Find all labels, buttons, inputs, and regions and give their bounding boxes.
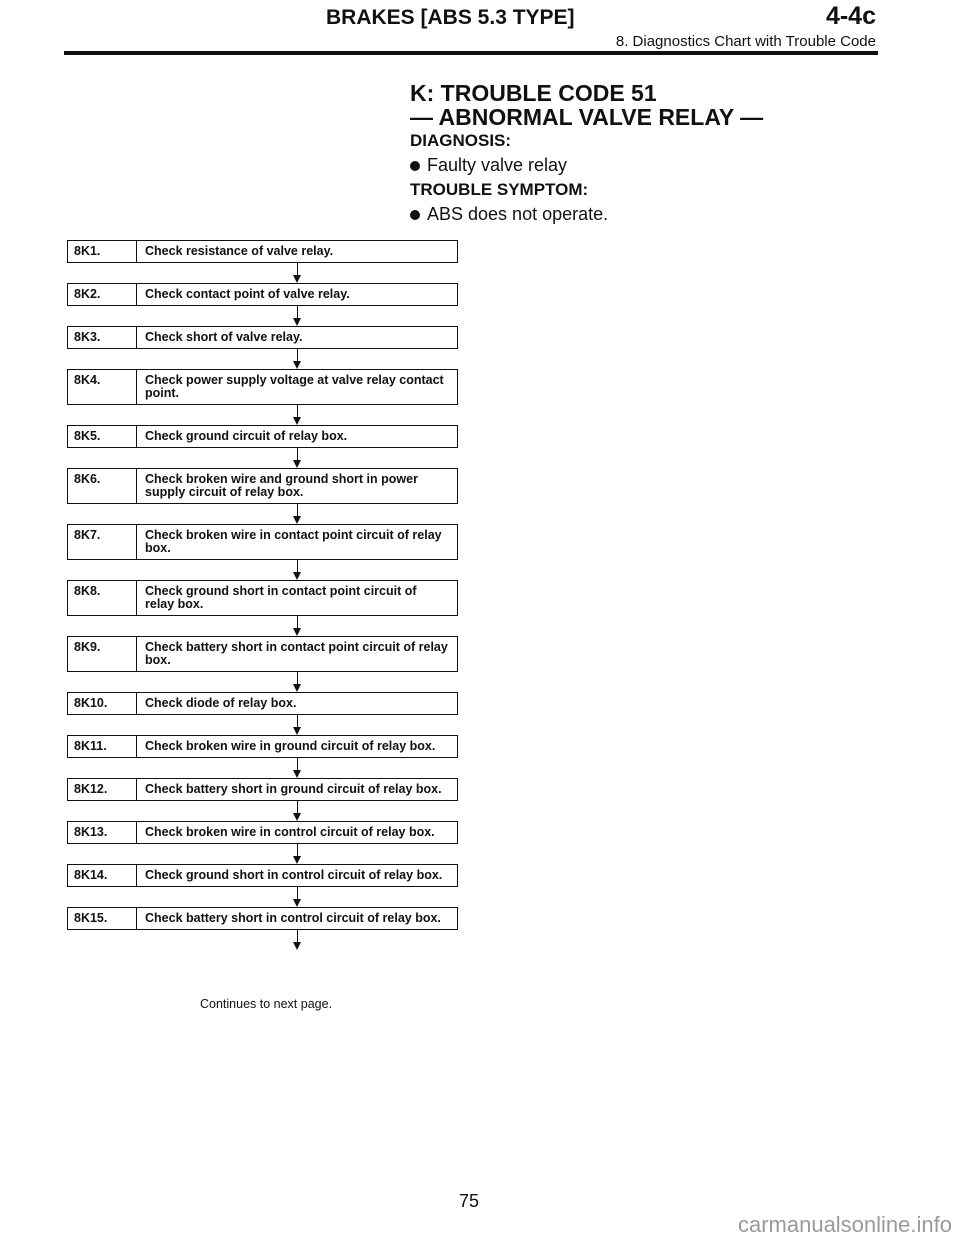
- flow-step-number: 8K14.: [68, 865, 137, 886]
- flow-step-text: Check broken wire and ground short in power supply circuit of relay box.: [145, 472, 418, 499]
- flow-step-number: 8K3.: [68, 327, 137, 348]
- header-rule: [64, 51, 878, 55]
- down-arrow-icon: [67, 616, 458, 636]
- flow-step: [67, 692, 458, 715]
- flow-step-text: Check battery short in ground circuit of relay box.: [145, 782, 442, 796]
- header-section-code: 4-4c: [825, 2, 876, 30]
- flow-step-text: Check ground circuit of relay box.: [145, 429, 348, 443]
- down-arrow-icon: [67, 844, 458, 864]
- diagnosis-label: DIAGNOSIS:: [410, 131, 512, 150]
- symptom-item: [410, 204, 608, 225]
- down-arrow-icon: [67, 263, 458, 283]
- bullet-icon: [410, 161, 420, 171]
- flow-step-number: 8K7.: [68, 525, 137, 559]
- flow-step-number: 8K4.: [68, 370, 137, 404]
- down-arrow-icon: [67, 504, 458, 524]
- down-arrow-icon: [67, 448, 458, 468]
- down-arrow-icon: [67, 758, 458, 778]
- flow-step-text: Check ground short in control circuit of relay box.: [145, 868, 443, 882]
- flow-step: [67, 369, 458, 405]
- symptom-item-text: ABS does not operate.: [427, 204, 609, 224]
- down-arrow-icon: [67, 672, 458, 692]
- flow-step: [67, 283, 458, 306]
- flow-step-number: 8K11.: [68, 736, 137, 757]
- flow-step-text: Check broken wire in contact point circuit of relay box.: [145, 528, 442, 555]
- flowchart: [67, 240, 458, 950]
- flow-step-text: Check broken wire in ground circuit of relay box.: [145, 739, 436, 753]
- flow-step-text: Check diode of relay box.: [145, 696, 297, 710]
- down-arrow-icon: [67, 801, 458, 821]
- flow-step-number: 8K15.: [68, 908, 137, 929]
- flow-step: [67, 778, 458, 801]
- flow-step-text: Check ground short in contact point circuit of relay box.: [145, 584, 417, 611]
- section-title: [410, 81, 763, 129]
- down-arrow-icon: [67, 887, 458, 907]
- diagnosis-item: [410, 155, 567, 176]
- flow-step: [67, 468, 458, 504]
- flow-step-number: 8K6.: [68, 469, 137, 503]
- down-arrow-icon: [67, 930, 458, 950]
- flow-step-text: Check short of valve relay.: [145, 330, 303, 344]
- flow-step: [67, 240, 458, 263]
- section-title-line1: K: TROUBLE CODE 51: [410, 80, 657, 106]
- flow-step-number: 8K9.: [68, 637, 137, 671]
- down-arrow-icon: [67, 306, 458, 326]
- flow-step-number: 8K12.: [68, 779, 137, 800]
- flow-step: [67, 425, 458, 448]
- bullet-icon: [410, 210, 420, 220]
- down-arrow-icon: [67, 715, 458, 735]
- flow-step: [67, 864, 458, 887]
- continues-note: Continues to next page.: [200, 997, 333, 1011]
- header-subtitle: 8. Diagnostics Chart with Trouble Code: [615, 33, 876, 50]
- down-arrow-icon: [67, 405, 458, 425]
- flow-step-number: 8K1.: [68, 241, 137, 262]
- flow-step-text: Check resistance of valve relay.: [145, 244, 334, 258]
- flow-step: [67, 326, 458, 349]
- flow-step: [67, 821, 458, 844]
- flow-step: [67, 524, 458, 560]
- flow-step: [67, 735, 458, 758]
- flow-step-number: 8K13.: [68, 822, 137, 843]
- flow-step-number: 8K10.: [68, 693, 137, 714]
- flow-step: [67, 580, 458, 616]
- down-arrow-icon: [67, 349, 458, 369]
- diagnosis-item-text: Faulty valve relay: [427, 155, 568, 175]
- down-arrow-icon: [67, 560, 458, 580]
- section-title-line2: — ABNORMAL VALVE RELAY —: [410, 104, 764, 130]
- flow-step-text: Check contact point of valve relay.: [145, 287, 350, 301]
- flow-step-number: 8K2.: [68, 284, 137, 305]
- header-title: BRAKES [ABS 5.3 TYPE]: [326, 6, 575, 29]
- flow-step: [67, 636, 458, 672]
- watermark: carmanualsonline.info: [737, 1212, 952, 1237]
- page-number: 75: [459, 1191, 480, 1211]
- flow-step: [67, 907, 458, 930]
- flow-step-text: Check broken wire in control circuit of relay box.: [145, 825, 435, 839]
- flow-step-text: Check battery short in contact point circuit of relay box.: [145, 640, 448, 667]
- flow-step-text: Check battery short in control circuit of relay box.: [145, 911, 441, 925]
- symptom-label: TROUBLE SYMPTOM:: [410, 180, 589, 199]
- flow-step-number: 8K8.: [68, 581, 137, 615]
- flow-step-text: Check power supply voltage at valve relay contact point.: [145, 373, 444, 400]
- flow-step-number: 8K5.: [68, 426, 137, 447]
